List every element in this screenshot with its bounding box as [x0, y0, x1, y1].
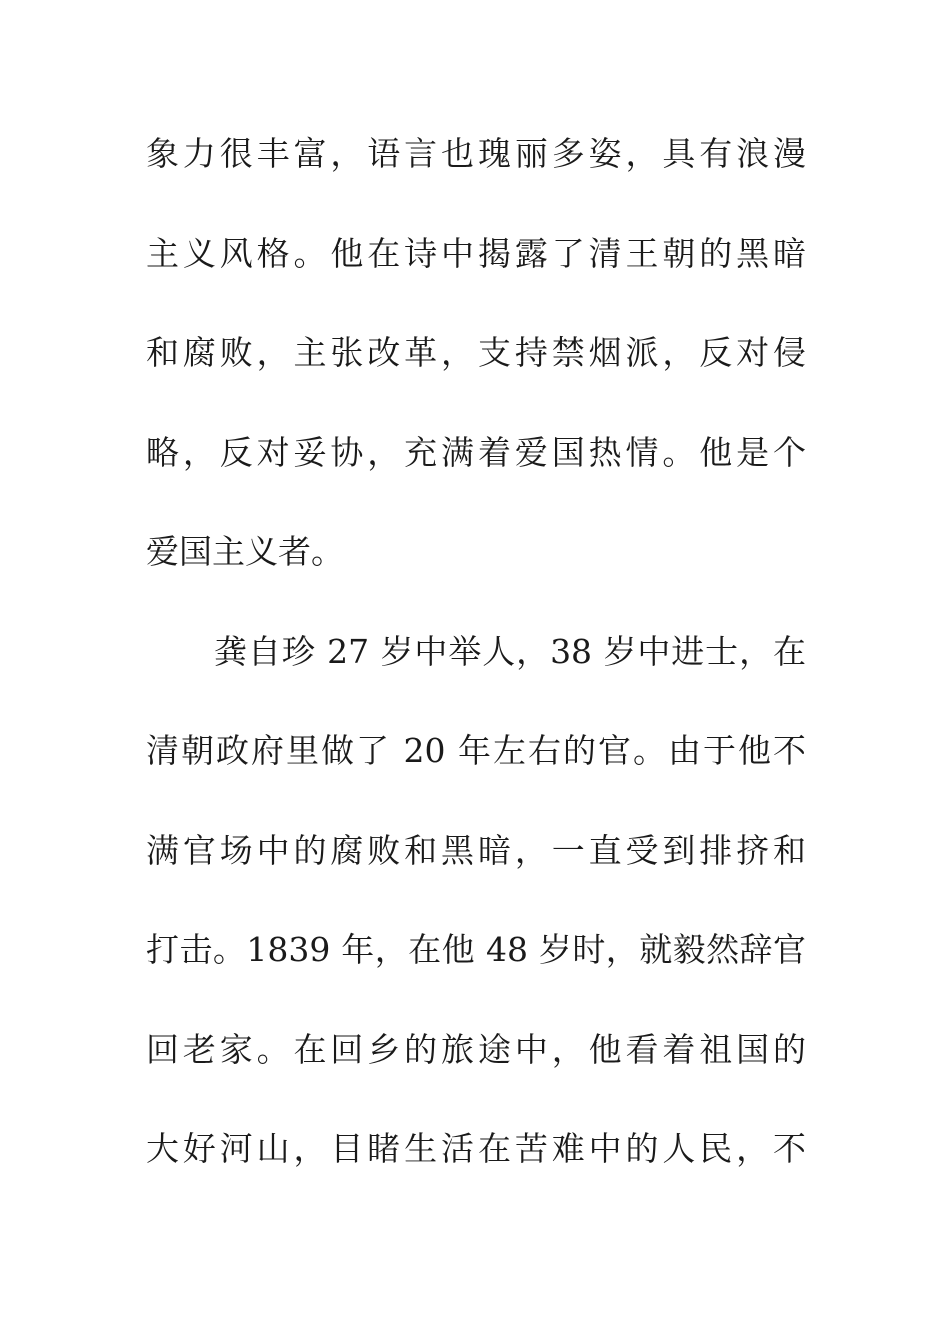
text-line: 象力很丰富，语言也瑰丽多姿，具有浪漫: [146, 134, 806, 173]
text-line: 和腐败，主张改革，支持禁烟派，反对侵: [146, 333, 806, 372]
text-line: 大好河山，目睹生活在苦难中的人民，不: [146, 1129, 806, 1168]
text-line: 爱国主义者。: [146, 532, 344, 571]
text-line: 清朝政府里做了 20 年左右的官。由于他不: [146, 731, 806, 770]
text-line: 主义风格。他在诗中揭露了清王朝的黑暗: [146, 233, 806, 273]
text-line: 回老家。在回乡的旅途中，他看着祖国的: [146, 1029, 806, 1069]
text-line: 略，反对妥协，充满着爱国热情。他是个: [146, 432, 806, 472]
text-line: 打击。1839 年，在他 48 岁时，就毅然辞官: [146, 930, 806, 969]
text-line: 满官场中的腐败和黑暗，一直受到排挤和: [146, 830, 806, 870]
body-text: [146, 126, 806, 1221]
paragraph-first-line: 龚自珍 27 岁中举人，38 岁中进士，在: [214, 631, 806, 671]
